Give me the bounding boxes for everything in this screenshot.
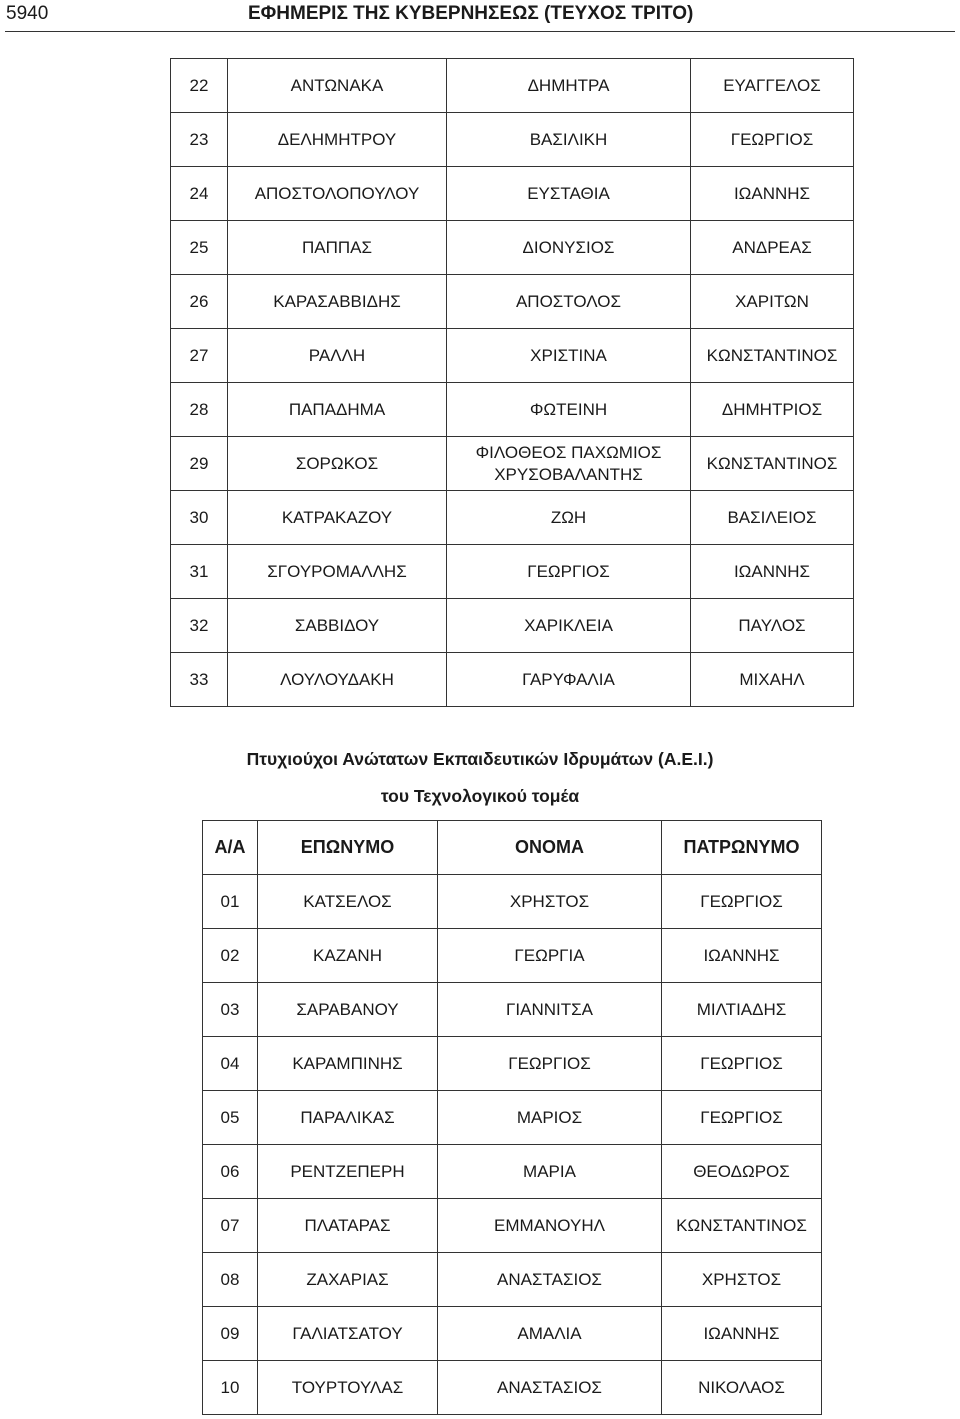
- table-row: [203, 1361, 822, 1415]
- row-number: 03: [203, 983, 258, 1037]
- surname-cell: ΑΝΤΩΝΑΚΑ: [228, 59, 447, 113]
- father-name-cell: ΘΕΟΔΩΡΟΣ: [662, 1145, 822, 1199]
- table-row: [171, 383, 854, 437]
- name-cell: ΧΡΗΣΤΟΣ: [438, 875, 662, 929]
- row-number: 05: [203, 1091, 258, 1145]
- father-name-cell: ΑΝΔΡΕΑΣ: [691, 221, 854, 275]
- table-row: [171, 275, 854, 329]
- surname-cell: ΠΑΡΑΛΙΚΑΣ: [258, 1091, 438, 1145]
- name-cell: ΑΜΑΛΙΑ: [438, 1307, 662, 1361]
- row-number: 25: [171, 221, 228, 275]
- header-number: Α/Α: [203, 821, 258, 875]
- name-line: ΧΡΥΣΟΒΑΛΑΝΤΗΣ: [494, 464, 643, 484]
- table-header-row: [203, 821, 822, 875]
- row-number: 06: [203, 1145, 258, 1199]
- table-row: [203, 1091, 822, 1145]
- row-number: 02: [203, 929, 258, 983]
- father-name-cell: ΧΡΗΣΤΟΣ: [662, 1253, 822, 1307]
- father-name-cell: ΜΙΛΤΙΑΔΗΣ: [662, 983, 822, 1037]
- table-row: [203, 875, 822, 929]
- table-row: [203, 1145, 822, 1199]
- row-number: 09: [203, 1307, 258, 1361]
- name-cell: ΜΑΡΙΑ: [438, 1145, 662, 1199]
- names-table-continued: [170, 58, 854, 707]
- father-name-cell: ΒΑΣΙΛΕΙΟΣ: [691, 491, 854, 545]
- page-header: [0, 0, 960, 32]
- father-name-cell: ΧΑΡΙΤΩΝ: [691, 275, 854, 329]
- name-cell: ΓΕΩΡΓΙΟΣ: [438, 1037, 662, 1091]
- header-divider: [5, 31, 955, 32]
- father-name-cell: ΙΩΑΝΝΗΣ: [662, 929, 822, 983]
- father-name-cell: ΠΑΥΛΟΣ: [691, 599, 854, 653]
- table-row: [171, 221, 854, 275]
- father-name-cell: ΓΕΩΡΓΙΟΣ: [691, 113, 854, 167]
- table-row: [171, 59, 854, 113]
- father-name-cell: ΔΗΜΗΤΡΙΟΣ: [691, 383, 854, 437]
- father-name-cell: ΝΙΚΟΛΑΟΣ: [662, 1361, 822, 1415]
- surname-cell: ΚΑΖΑΝΗ: [258, 929, 438, 983]
- surname-cell: ΚΑΡΑΣΑΒΒΙΔΗΣ: [228, 275, 447, 329]
- header-surname: ΕΠΩΝΥΜΟ: [258, 821, 438, 875]
- name-cell: ΓΑΡΥΦΑΛΙΑ: [447, 653, 691, 707]
- name-cell: ΕΜΜΑΝΟΥΗΛ: [438, 1199, 662, 1253]
- name-cell: ΑΠΟΣΤΟΛΟΣ: [447, 275, 691, 329]
- name-cell: ΓΕΩΡΓΙΑ: [438, 929, 662, 983]
- page-number: 5940: [6, 3, 49, 24]
- row-number: 27: [171, 329, 228, 383]
- surname-cell: ΠΛΑΤΑΡΑΣ: [258, 1199, 438, 1253]
- table-row: [171, 653, 854, 707]
- name-cell: ΓΕΩΡΓΙΟΣ: [447, 545, 691, 599]
- father-name-cell: ΚΩΝΣΤΑΝΤΙΝΟΣ: [691, 329, 854, 383]
- table-row: [203, 1199, 822, 1253]
- surname-cell: ΤΟΥΡΤΟΥΛΑΣ: [258, 1361, 438, 1415]
- table-row: [203, 1037, 822, 1091]
- row-number: 33: [171, 653, 228, 707]
- surname-cell: ΔΕΛΗΜΗΤΡΟΥ: [228, 113, 447, 167]
- table-row: [171, 113, 854, 167]
- surname-cell: ΚΑΡΑΜΠΙΝΗΣ: [258, 1037, 438, 1091]
- name-cell: ΕΥΣΤΑΘΙΑ: [447, 167, 691, 221]
- father-name-cell: ΙΩΑΝΝΗΣ: [662, 1307, 822, 1361]
- table-row: [203, 1307, 822, 1361]
- row-number: 22: [171, 59, 228, 113]
- row-number: 04: [203, 1037, 258, 1091]
- father-name-cell: ΓΕΩΡΓΙΟΣ: [662, 1037, 822, 1091]
- graduates-table: [202, 820, 822, 1415]
- name-cell: ΑΝΑΣΤΑΣΙΟΣ: [438, 1253, 662, 1307]
- surname-cell: ΣΓΟΥΡΟΜΑΛΛΗΣ: [228, 545, 447, 599]
- father-name-cell: ΓΕΩΡΓΙΟΣ: [662, 875, 822, 929]
- surname-cell: ΣΟΡΩΚΟΣ: [228, 437, 447, 491]
- name-cell: ΧΡΙΣΤΙΝΑ: [447, 329, 691, 383]
- name-cell: [447, 437, 691, 491]
- name-cell: ΔΙΟΝΥΣΙΟΣ: [447, 221, 691, 275]
- surname-cell: ΚΑΤΡΑΚΑΖΟΥ: [228, 491, 447, 545]
- surname-cell: ΡΑΛΛΗ: [228, 329, 447, 383]
- name-cell: ΦΩΤΕΙΝΗ: [447, 383, 691, 437]
- row-number: 29: [171, 437, 228, 491]
- name-cell: ΓΙΑΝΝΙΤΣΑ: [438, 983, 662, 1037]
- surname-cell: ΡΕΝΤΖΕΠΕΡΗ: [258, 1145, 438, 1199]
- row-number: 23: [171, 113, 228, 167]
- table-row: [203, 1253, 822, 1307]
- row-number: 26: [171, 275, 228, 329]
- surname-cell: ΣΑΒΒΙΔΟΥ: [228, 599, 447, 653]
- row-number: 01: [203, 875, 258, 929]
- table-row: [203, 929, 822, 983]
- surname-cell: ΠΑΠΠΑΣ: [228, 221, 447, 275]
- row-number: 28: [171, 383, 228, 437]
- section-subcaption: του Τεχνολογικού τομέα: [380, 786, 580, 806]
- table-row: [171, 329, 854, 383]
- table-row: [171, 599, 854, 653]
- table-row: [171, 491, 854, 545]
- row-number: 07: [203, 1199, 258, 1253]
- father-name-cell: ΜΙΧΑΗΛ: [691, 653, 854, 707]
- father-name-cell: ΚΩΝΣΤΑΝΤΙΝΟΣ: [691, 437, 854, 491]
- father-name-cell: ΓΕΩΡΓΙΟΣ: [662, 1091, 822, 1145]
- table-row: [171, 545, 854, 599]
- surname-cell: ΚΑΤΣΕΛΟΣ: [258, 875, 438, 929]
- name-cell: ΒΑΣΙΛΙΚΗ: [447, 113, 691, 167]
- table-row: [171, 437, 854, 491]
- row-number: 30: [171, 491, 228, 545]
- row-number: 08: [203, 1253, 258, 1307]
- surname-cell: ΖΑΧΑΡΙΑΣ: [258, 1253, 438, 1307]
- row-number: 32: [171, 599, 228, 653]
- row-number: 24: [171, 167, 228, 221]
- surname-cell: ΑΠΟΣΤΟΛΟΠΟΥΛΟΥ: [228, 167, 447, 221]
- surname-cell: ΣΑΡΑΒΑΝΟΥ: [258, 983, 438, 1037]
- section-caption: Πτυχιούχοι Ανώτατων Εκπαιδευτικών Ιδρυμάτων (Α.Ε.Ι.): [246, 749, 714, 769]
- header-father-name: ΠΑΤΡΩΝΥΜΟ: [662, 821, 822, 875]
- table-row: [171, 167, 854, 221]
- header-name: ΟΝΟΜΑ: [438, 821, 662, 875]
- name-cell: ΜΑΡΙΟΣ: [438, 1091, 662, 1145]
- name-line: ΦΙΛΟΘΕΟΣ ΠΑΧΩΜΙΟΣ: [475, 442, 662, 462]
- row-number: 31: [171, 545, 228, 599]
- father-name-cell: ΚΩΝΣΤΑΝΤΙΝΟΣ: [662, 1199, 822, 1253]
- surname-cell: ΛΟΥΛΟΥΔΑΚΗ: [228, 653, 447, 707]
- name-cell: ΔΗΜΗΤΡΑ: [447, 59, 691, 113]
- father-name-cell: ΙΩΑΝΝΗΣ: [691, 545, 854, 599]
- name-cell: ΖΩΗ: [447, 491, 691, 545]
- surname-cell: ΠΑΠΑΔΗΜΑ: [228, 383, 447, 437]
- surname-cell: ΓΑΛΙΑΤΣΑΤΟΥ: [258, 1307, 438, 1361]
- father-name-cell: ΕΥΑΓΓΕΛΟΣ: [691, 59, 854, 113]
- name-cell: ΑΝΑΣΤΑΣΙΟΣ: [438, 1361, 662, 1415]
- name-cell: ΧΑΡΙΚΛΕΙΑ: [447, 599, 691, 653]
- journal-title: ΕΦΗΜΕΡΙΣ ΤΗΣ ΚΥΒΕΡΝΗΣΕΩΣ (ΤΕΥΧΟΣ ΤΡΙΤΟ): [248, 3, 694, 24]
- row-number: 10: [203, 1361, 258, 1415]
- father-name-cell: ΙΩΑΝΝΗΣ: [691, 167, 854, 221]
- table-row: [203, 983, 822, 1037]
